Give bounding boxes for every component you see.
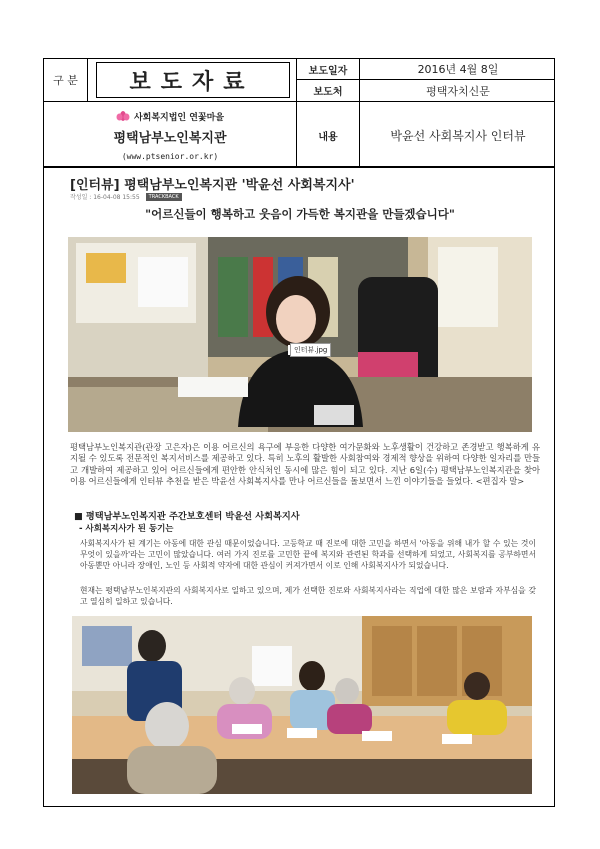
section-title: ■ 평택남부노인복지관 주간보호센터 박윤선 사회복지사: [74, 511, 300, 522]
org-parent: 사회복지법인 연꽃마을: [133, 112, 225, 123]
answer-paragraph-1: 사회복지사가 된 계기는 아동에 대한 관심 때문이었습니다. 고등학교 때 진로에 대한 고민을 하면서 '아동을 위해 내가 할 수 있는 것이 무엇이 있을까'라는 고민이 많았습니다. 여러 가지 진로를 고민한 끝에 복지와 관련된 학과를 선택하게 되었고, 사회복지를 공부하면서 아동뿐만 아니라 장애인, 노인 등 사회적 약자에 대한 관심이 커져가면서 이로 인해 사회복지사가 되었습니다.: [80, 539, 536, 570]
article-meta: [70, 192, 182, 201]
post-date: 작성일 : 16-04-08 15:55: [70, 194, 140, 201]
lotus-logo-icon: [116, 110, 130, 122]
answer-paragraph-2: 현재는 평택남부노인복지관의 사회복지사로 일하고 있으며, 제가 선택한 진로와 사회복지사라는 직업에 대한 많은 보람과 자부심을 갖고 열심히 일하고 있습니다.: [80, 586, 536, 606]
source-value: 평택자치신문: [426, 84, 490, 98]
date-value: 2016년 4월 8일: [417, 63, 499, 76]
content-label: 내용: [318, 131, 338, 143]
article-title: [인터뷰] 평택남부노인복지관 '박윤선 사회복지사': [70, 178, 355, 193]
content-value: 박윤선 사회복지사 인터뷰: [390, 128, 526, 143]
org-name: 평택남부노인복지관: [113, 130, 227, 146]
organization-block: [44, 102, 296, 168]
photo-caption: 인터뷰.jpg: [290, 343, 331, 357]
source-label: 보도처: [313, 87, 343, 98]
trackback-badge[interactable]: TRACKBACK: [146, 193, 182, 201]
org-url[interactable]: (www.ptsenior.or.kr): [121, 151, 219, 161]
article-quote: "어르신들이 행복하고 웃음이 가득한 복지관을 만들겠습니다": [145, 207, 455, 221]
category-label: 구 분: [53, 74, 78, 87]
page-title: 보도자료: [129, 69, 255, 95]
interview-photo: [68, 237, 532, 432]
press-release-header: [43, 58, 555, 167]
article-body: [43, 167, 555, 807]
intro-paragraph: 평택남부노인복지관(관장 고은자)은 이용 어르신의 욕구에 부응한 다양한 여가문화와 노후생활이 건강하고 존경받고 행복하게 유지될 수 있도록 전문적인 복지서비스를 제공하고 있다. 특히 노후의 활발한 사회참여와 경제적 향상을 위하여 다양한 일자리를 만들고 개발하여 제공하고 있어 어르신들에게 편안한 안식처인 동시에 많은 힘이 되고 있다. 지난 6일(수) 평택남부노인복지관을 찾아 이용 어르신들에게 인터뷰 추천을 받은 박윤선 사회복지사를 만나 어르신들을 돌보면서 느낀 이야기들을 들었다. <편집자 말>: [70, 442, 540, 487]
activity-photo: [72, 616, 532, 794]
date-label: 보도일자: [308, 65, 348, 77]
question-heading: - 사회복지사가 된 동기는: [79, 524, 174, 534]
